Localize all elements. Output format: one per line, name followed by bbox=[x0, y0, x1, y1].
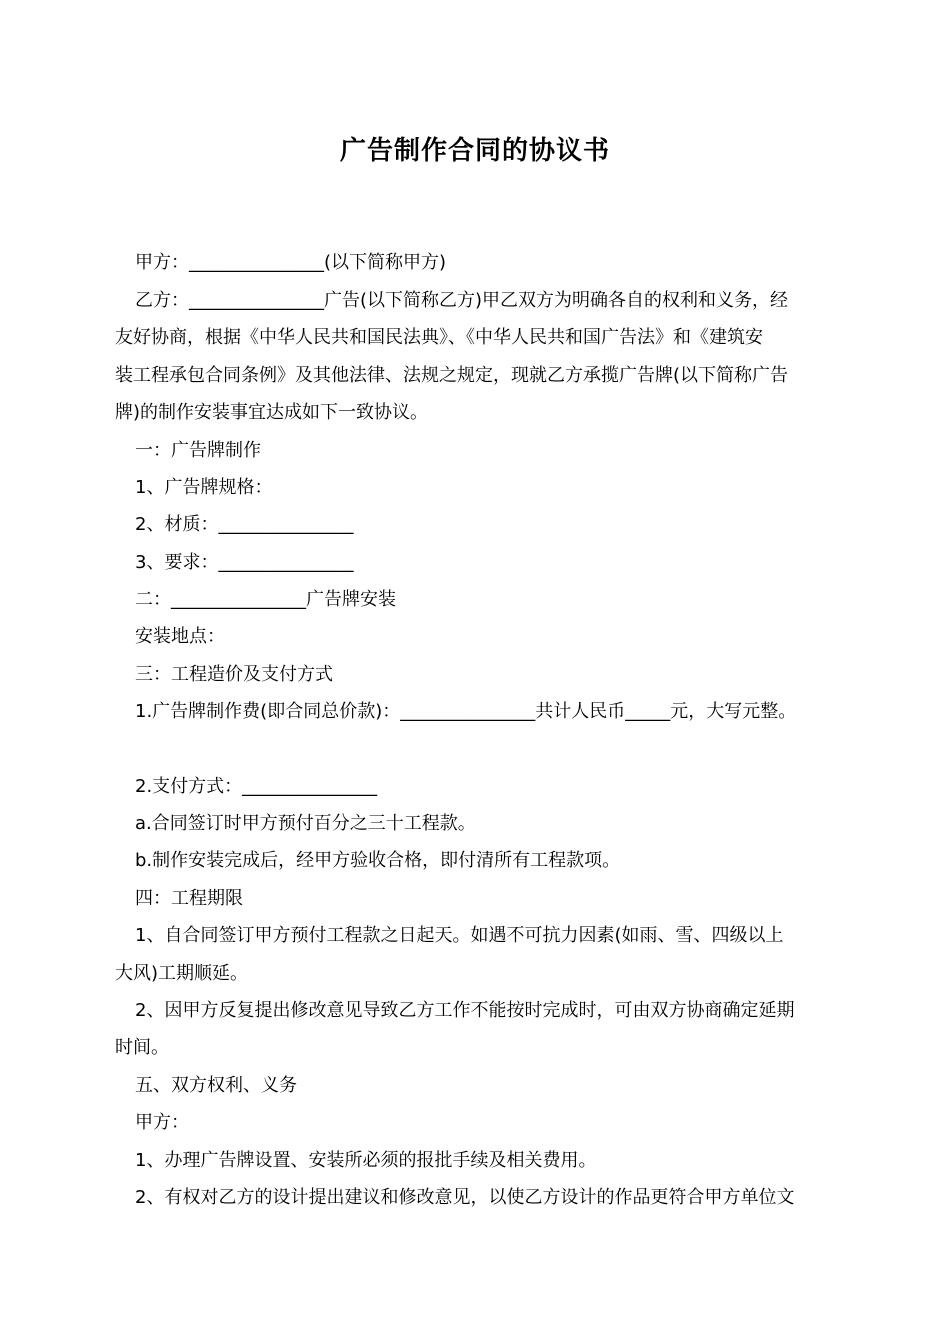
paragraph-line: 友好协商，根据《中华人民共和国民法典》、《中华人民共和国广告法》和《建筑安 bbox=[115, 327, 763, 348]
clause-line: 2.支付方式：_______________ bbox=[135, 776, 378, 797]
section-heading: 二：_______________广告牌安装 bbox=[135, 589, 396, 610]
clause-line: 1、广告牌规格： bbox=[135, 477, 273, 498]
clause-line: 2、材质：_______________ bbox=[135, 514, 354, 535]
paragraph-line: 大风)工期顺延。 bbox=[115, 963, 249, 984]
party-b-line: 乙方：_______________广告(以下简称乙方)甲乙双方为明确各自的权利和义务，经 bbox=[135, 290, 789, 311]
paragraph-line: 牌)的制作安装事宜达成如下一致协议。 bbox=[115, 402, 429, 423]
section-heading: 四：工程期限 bbox=[135, 888, 243, 909]
paragraph-line: 时间。 bbox=[115, 1037, 169, 1058]
clause-line: 2、因甲方反复提出修改意见导致乙方工作不能按时完成时，可由双方协商确定延期 bbox=[135, 1000, 795, 1021]
document-title: 广告制作合同的协议书 bbox=[339, 136, 610, 166]
section-heading: 一：广告牌制作 bbox=[135, 440, 261, 461]
clause-line: 1.广告牌制作费(即合同总价款)：_______________共计人民币_____元，大写元整。 bbox=[135, 701, 797, 722]
clause-line: 2、有权对乙方的设计提出建议和修改意见，以使乙方设计的作品更符合甲方单位文 bbox=[135, 1187, 795, 1208]
section-heading: 三：工程造价及支付方式 bbox=[135, 664, 333, 685]
party-a-line: 甲方：_______________(以下简称甲方) bbox=[135, 252, 447, 273]
clause-line: 甲方： bbox=[135, 1112, 189, 1133]
section-heading: 五、双方权利、义务 bbox=[135, 1075, 297, 1096]
paragraph-line: 装工程承包合同条例》及其他法律、法规之规定，现就乙方承揽广告牌(以下简称广告 bbox=[115, 365, 789, 386]
clause-line: b.制作安装完成后，经甲方验收合格，即付清所有工程款项。 bbox=[135, 850, 621, 871]
clause-line: 3、要求：_______________ bbox=[135, 552, 354, 573]
clause-line: 1、自合同签订甲方预付工程款之日起天。如遇不可抗力因素(如雨、雪、四级以上 bbox=[135, 925, 784, 946]
clause-line: a.合同签订时甲方预付百分之三十工程款。 bbox=[135, 813, 476, 834]
clause-line: 1、办理广告牌设置、安装所必须的报批手续及相关费用。 bbox=[135, 1150, 597, 1171]
clause-line: 安装地点： bbox=[135, 626, 225, 647]
